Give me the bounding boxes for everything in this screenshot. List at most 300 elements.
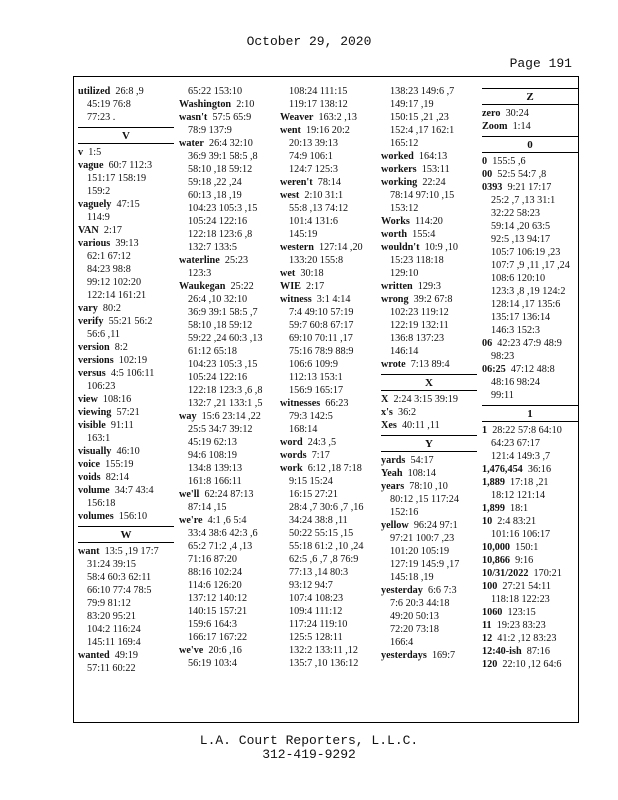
index-entry xyxy=(381,649,477,662)
index-entry-continuation: 71:16 87:20 xyxy=(188,554,237,565)
index-entry-continuation: 20:13 39:13 xyxy=(289,138,338,149)
index-entry-continuation: 145:19 xyxy=(289,229,318,240)
index-entry-continuation: 166:17 167:22 xyxy=(188,632,248,643)
index-entry-continuation: 129:10 xyxy=(390,268,419,279)
index-entry-continuation: 114:6 126:20 xyxy=(188,580,242,591)
index-entry-continuation: 97:21 100:7 ,23 xyxy=(390,533,455,544)
page-line-refs: 25:22 xyxy=(230,281,254,292)
index-entry-continuation: 109:4 111:12 xyxy=(289,606,343,617)
index-term: 06:25 xyxy=(482,364,506,375)
index-column-5 xyxy=(482,85,578,671)
index-entry-continuation: 117:24 119:10 xyxy=(289,619,348,630)
index-entry xyxy=(381,228,477,241)
index-entry xyxy=(280,124,376,137)
index-term: yards xyxy=(381,455,406,466)
index-entry-continuation: 31:24 39:15 xyxy=(87,559,136,570)
section-header xyxy=(381,374,477,391)
page-line-refs: 13:5 ,19 17:7 xyxy=(104,546,159,557)
index-entry xyxy=(78,237,174,250)
page-line-refs: 108:16 xyxy=(102,394,132,405)
index-entry-continuation: 122:19 132:11 xyxy=(390,320,449,331)
index-entry xyxy=(381,293,477,306)
page-line-refs: 114:20 xyxy=(414,216,443,227)
page-line-refs: 9:21 17:17 xyxy=(507,182,552,193)
index-entry-continuation: 94:6 108:19 xyxy=(188,450,237,461)
index-term: 1,476,454 xyxy=(482,464,523,475)
index-term: 120 xyxy=(482,659,498,670)
page-line-refs: 55:21 56:2 xyxy=(108,316,153,327)
page-line-refs: 40:11 ,11 xyxy=(401,420,440,431)
index-term: years xyxy=(381,481,405,492)
index-entry-continuation: 112:13 153:1 xyxy=(289,372,343,383)
index-entry xyxy=(179,254,275,267)
index-entry-continuation: 57:11 60:22 xyxy=(87,663,136,674)
index-entry-continuation: 121:4 149:3 ,7 xyxy=(491,451,551,462)
section-letter: W xyxy=(78,528,174,543)
index-entry-continuation: 59:14 ,20 63:5 xyxy=(491,221,551,232)
page-line-refs: 52:5 54:7 ,8 xyxy=(497,169,547,180)
page-line-refs: 4:5 106:11 xyxy=(110,368,155,379)
index-entry-continuation: 101:20 105:19 xyxy=(390,546,450,557)
index-entry-continuation: 28:4 ,7 30:6 ,7 ,16 xyxy=(289,502,364,513)
index-entry xyxy=(482,502,578,515)
page-line-refs: 42:23 47:9 48:9 xyxy=(497,338,562,349)
page-line-refs: 1:14 xyxy=(512,121,531,132)
index-entry xyxy=(179,644,275,657)
index-entry-continuation: 59:7 60:8 67:17 xyxy=(289,320,354,331)
page-line-refs: 39:2 67:8 xyxy=(413,294,453,305)
index-entry xyxy=(78,341,174,354)
index-term: wanted xyxy=(78,650,110,661)
page-line-refs: 80:2 xyxy=(102,303,122,314)
page-number: Page 191 xyxy=(509,56,572,71)
index-entry-continuation: 99:12 102:20 xyxy=(87,277,142,288)
index-term: utilized xyxy=(78,86,111,97)
index-term: v xyxy=(78,147,84,158)
index-term: we're xyxy=(179,515,203,526)
index-term: voids xyxy=(78,472,101,483)
index-entry-continuation: 80:12 ,15 117:24 xyxy=(390,494,459,505)
index-entry xyxy=(381,467,477,480)
section-letter: 1 xyxy=(482,407,578,422)
index-entry xyxy=(78,510,174,523)
index-entry-continuation: 132:7 ,21 133:1 ,5 xyxy=(188,398,263,409)
index-entry-continuation: 66:10 77:4 78:5 xyxy=(87,585,152,596)
page-line-refs: 19:23 83:23 xyxy=(496,620,546,631)
index-term: 00 xyxy=(482,169,493,180)
index-term: viewing xyxy=(78,407,112,418)
index-entry-continuation: 108:6 120:10 xyxy=(491,273,546,284)
page-line-refs: 27:21 54:11 xyxy=(502,581,551,592)
index-term: visible xyxy=(78,420,106,431)
index-term: view xyxy=(78,394,98,405)
index-entry-continuation: 156:9 165:17 xyxy=(289,385,344,396)
page-line-refs: 102:19 xyxy=(118,355,148,366)
index-term: 06 xyxy=(482,338,493,349)
index-entry-continuation: 98:23 xyxy=(491,351,515,362)
index-entry xyxy=(482,463,578,476)
reporter-phone: 312-419-9292 xyxy=(262,747,356,762)
index-entry-continuation: 93:12 94:7 xyxy=(289,580,333,591)
index-term: Zoom xyxy=(482,121,508,132)
page-line-refs: 49:19 xyxy=(114,650,139,661)
index-entry-continuation: 77:13 ,14 80:3 xyxy=(289,567,349,578)
index-entry-continuation: 159:6 164:3 xyxy=(188,619,237,630)
page-line-refs: 6:12 ,18 7:18 xyxy=(307,463,362,474)
index-entry xyxy=(381,454,477,467)
index-entry-continuation: 65:22 153:10 xyxy=(188,86,243,97)
index-entry-continuation: 58:4 60:3 62:11 xyxy=(87,572,152,583)
page-line-refs: 6:6 7:3 xyxy=(427,585,457,596)
index-entry xyxy=(280,462,376,475)
index-entry-continuation: 104:23 105:3 ,15 xyxy=(188,203,258,214)
index-entry xyxy=(280,241,376,254)
index-entry xyxy=(381,150,477,163)
index-entry xyxy=(78,419,174,432)
index-term: weren't xyxy=(280,177,313,188)
index-entry-continuation: 18:12 121:14 xyxy=(491,490,546,501)
page-line-refs: 156:10 xyxy=(118,511,148,522)
page-line-refs: 2:10 xyxy=(236,99,255,110)
index-term: witness xyxy=(280,294,312,305)
index-term: 11 xyxy=(482,620,492,631)
index-entry-continuation: 16:15 27:21 xyxy=(289,489,338,500)
index-term: wrote xyxy=(381,359,406,370)
section-header xyxy=(78,127,174,144)
index-entry xyxy=(179,488,275,501)
index-entry-continuation: 124:7 125:3 xyxy=(289,164,338,175)
index-term: water xyxy=(179,138,204,149)
page-line-refs: 34:7 43:4 xyxy=(114,485,154,496)
page-line-refs: 47:15 xyxy=(116,199,140,210)
page-line-refs: 155:19 xyxy=(105,459,134,470)
index-term: volumes xyxy=(78,511,114,522)
page-line-refs: 54:17 xyxy=(410,455,434,466)
index-entry xyxy=(78,471,174,484)
page-line-refs: 15:6 23:14 ,22 xyxy=(201,411,261,422)
index-entry-continuation: 146:3 152:3 xyxy=(491,325,540,336)
index-entry-continuation: 136:8 137:23 xyxy=(390,333,445,344)
section-header xyxy=(482,88,578,105)
index-column-4 xyxy=(381,85,477,662)
page-line-refs: 155:4 xyxy=(412,229,436,240)
page-line-refs: 47:12 48:8 xyxy=(510,364,555,375)
index-entry-continuation: 64:23 67:17 xyxy=(491,438,540,449)
index-entry xyxy=(381,215,477,228)
index-entry xyxy=(280,293,376,306)
index-term: versus xyxy=(78,368,106,379)
section-letter: 0 xyxy=(482,138,578,153)
index-entry-continuation: 145:11 169:4 xyxy=(87,637,141,648)
page-line-refs: 36:16 xyxy=(527,464,552,475)
page-line-refs: 22:10 ,12 64:6 xyxy=(502,659,562,670)
section-letter: Y xyxy=(381,437,477,452)
index-term: words xyxy=(280,450,307,461)
index-column-2 xyxy=(179,85,275,670)
index-term: waterline xyxy=(179,255,220,266)
index-entry xyxy=(482,120,578,133)
index-entry xyxy=(482,541,578,554)
index-term: Yeah xyxy=(381,468,403,479)
index-entry xyxy=(482,632,578,645)
page-line-refs: 123:15 xyxy=(507,607,536,618)
index-term: 1 xyxy=(482,425,488,436)
index-entry xyxy=(381,480,477,493)
index-entry-continuation: 15:23 118:18 xyxy=(390,255,444,266)
index-entry-continuation: 159:2 xyxy=(87,186,111,197)
index-term: vaguely xyxy=(78,199,112,210)
index-term: we've xyxy=(179,645,204,656)
index-entry-continuation: 50:22 55:15 ,15 xyxy=(289,528,354,539)
index-term: want xyxy=(78,546,100,557)
index-entry xyxy=(482,658,578,671)
index-entry xyxy=(381,358,477,371)
index-entry-continuation: 135:17 136:14 xyxy=(491,312,551,323)
index-entry-continuation: 45:19 76:8 xyxy=(87,99,131,110)
index-entry-continuation: 65:2 71:2 ,4 ,13 xyxy=(188,541,253,552)
page-line-refs: 155:5 ,6 xyxy=(492,156,526,167)
page-line-refs: 78:14 xyxy=(317,177,341,188)
index-column-3 xyxy=(280,85,376,670)
index-entry-continuation: 49:20 50:13 xyxy=(390,611,439,622)
index-entry-continuation: 105:24 122:16 xyxy=(188,372,248,383)
page-line-refs: 129:3 xyxy=(417,281,441,292)
index-term: vary xyxy=(78,303,98,314)
index-entry-continuation: 122:18 123:3 ,6 ,8 xyxy=(188,385,263,396)
index-entry-continuation: 101:16 106:17 xyxy=(491,529,551,540)
index-entry-continuation: 106:6 109:9 xyxy=(289,359,338,370)
index-entry-continuation: 55:18 61:2 ,10 ,24 xyxy=(289,541,364,552)
index-entry-continuation: 105:24 122:16 xyxy=(188,216,248,227)
page-line-refs: 2:4 83:21 xyxy=(497,516,537,527)
page-line-refs: 26:8 ,9 xyxy=(115,86,144,97)
index-term: 12:40-ish xyxy=(482,646,522,657)
index-entry-continuation: 79:3 142:5 xyxy=(289,411,333,422)
transcript-date: October 29, 2020 xyxy=(246,34,372,49)
index-entry-continuation: 146:14 xyxy=(390,346,419,357)
index-entry-continuation: 83:20 95:21 xyxy=(87,611,136,622)
index-entry-continuation: 62:5 ,6 ,7 ,8 76:9 xyxy=(289,554,359,565)
index-entry-continuation: 34:24 38:8 ,11 xyxy=(289,515,348,526)
index-entry xyxy=(381,584,477,597)
index-entry-continuation: 168:14 xyxy=(289,424,318,435)
page-line-refs: 4:1 ,6 5:4 xyxy=(207,515,247,526)
index-entry-continuation: 132:2 133:11 ,12 xyxy=(289,645,358,656)
index-term: worth xyxy=(381,229,408,240)
index-column-1 xyxy=(78,85,174,675)
index-entry xyxy=(78,393,174,406)
page-line-refs: 66:23 xyxy=(325,398,349,409)
section-header xyxy=(381,435,477,452)
page-line-refs: 127:14 ,20 xyxy=(319,242,363,253)
index-entry-continuation: 163:1 xyxy=(87,433,111,444)
index-entry-continuation: 48:16 98:24 xyxy=(491,377,540,388)
index-entry xyxy=(280,280,376,293)
index-entry xyxy=(482,554,578,567)
index-entry xyxy=(78,484,174,497)
index-term: X xyxy=(381,394,389,405)
page-line-refs: 2:24 3:15 39:19 xyxy=(393,394,458,405)
index-entry-continuation: 165:12 xyxy=(390,138,419,149)
index-entry-continuation: 102:23 119:12 xyxy=(390,307,449,318)
index-term: version xyxy=(78,342,110,353)
index-entry-continuation: 122:18 123:6 ,8 xyxy=(188,229,253,240)
index-entry-continuation: 137:12 140:12 xyxy=(188,593,248,604)
index-entry xyxy=(482,515,578,528)
page-line-refs: 108:14 xyxy=(407,468,436,479)
index-term: 10/31/2022 xyxy=(482,568,529,579)
page-line-refs: 96:24 97:1 xyxy=(413,520,458,531)
index-entry xyxy=(78,224,174,237)
index-entry-continuation: 25:5 34:7 39:12 xyxy=(188,424,253,435)
index-entry xyxy=(280,449,376,462)
index-entry-continuation: 123:3 xyxy=(188,268,212,279)
index-term: 1,889 xyxy=(482,477,505,488)
index-entry xyxy=(78,315,174,328)
page-line-refs: 36:2 xyxy=(397,407,417,418)
index-entry xyxy=(280,267,376,280)
index-entry-continuation: 152:4 ,17 162:1 xyxy=(390,125,455,136)
index-entry xyxy=(179,514,275,527)
index-term: western xyxy=(280,242,314,253)
section-letter: X xyxy=(381,376,477,391)
index-term: visually xyxy=(78,446,112,457)
index-term: yesterday xyxy=(381,585,423,596)
index-entry xyxy=(78,367,174,380)
index-term: 1,899 xyxy=(482,503,505,514)
page-line-refs: 57:21 xyxy=(116,407,140,418)
index-entry xyxy=(179,410,275,423)
index-term: x's xyxy=(381,407,393,418)
page-line-refs: 164:13 xyxy=(418,151,448,162)
index-term: WIE xyxy=(280,281,301,292)
page-line-refs: 10:9 ,10 xyxy=(424,242,459,253)
index-term: 10 xyxy=(482,516,493,527)
section-header xyxy=(482,136,578,153)
index-term: 0 xyxy=(482,156,488,167)
word-index-frame xyxy=(73,76,579,723)
index-entry xyxy=(179,111,275,124)
index-term: west xyxy=(280,190,300,201)
index-term: 100 xyxy=(482,581,498,592)
index-term: worked xyxy=(381,151,414,162)
index-entry-continuation: 78:14 97:10 ,15 xyxy=(390,190,455,201)
index-entry-continuation: 156:18 xyxy=(87,498,116,509)
page-line-refs: 2:10 31:1 xyxy=(304,190,344,201)
index-entry xyxy=(381,393,477,406)
index-entry xyxy=(78,354,174,367)
page-line-refs: 20:6 ,16 xyxy=(208,645,242,656)
index-entry xyxy=(78,649,174,662)
index-entry xyxy=(482,580,578,593)
index-entry-continuation: 45:19 62:13 xyxy=(188,437,237,448)
index-entry-continuation: 145:18 ,19 xyxy=(390,572,434,583)
index-entry xyxy=(482,168,578,181)
index-entry xyxy=(482,424,578,437)
index-term: wrong xyxy=(381,294,409,305)
index-term: Weaver xyxy=(280,112,314,123)
index-term: work xyxy=(280,463,303,474)
page-line-refs: 78:10 ,10 xyxy=(409,481,448,492)
index-entry-continuation: 56:6 ,11 xyxy=(87,329,121,340)
page-line-refs: 41:2 ,12 83:23 xyxy=(497,633,557,644)
index-entry-continuation: 9:15 15:24 xyxy=(289,476,333,487)
page-line-refs: 3:1 4:14 xyxy=(316,294,351,305)
index-entry xyxy=(280,176,376,189)
section-letter: V xyxy=(78,129,174,144)
page-line-refs: 150:1 xyxy=(515,542,539,553)
index-term: vague xyxy=(78,160,104,171)
index-entry-continuation: 128:14 ,17 135:6 xyxy=(491,299,561,310)
index-entry xyxy=(280,436,376,449)
index-entry-continuation: 61:12 65:18 xyxy=(188,346,237,357)
index-entry xyxy=(381,419,477,432)
index-entry-continuation: 78:9 137:9 xyxy=(188,125,232,136)
index-entry xyxy=(482,645,578,658)
index-term: 0393 xyxy=(482,182,503,193)
index-entry-continuation: 132:7 133:5 xyxy=(188,242,237,253)
index-entry-continuation: 87:14 ,15 xyxy=(188,502,227,513)
index-term: various xyxy=(78,238,111,249)
index-entry-continuation: 118:18 122:23 xyxy=(491,594,550,605)
index-entry-continuation: 107:7 ,9 ,11 ,17 ,24 xyxy=(491,260,570,271)
index-entry-continuation: 149:17 ,19 xyxy=(390,99,434,110)
index-entry-continuation: 55:8 ,13 74:12 xyxy=(289,203,349,214)
index-entry xyxy=(482,619,578,632)
index-entry-continuation: 79:9 81:12 xyxy=(87,598,131,609)
section-header xyxy=(78,526,174,543)
index-entry-continuation: 72:20 73:18 xyxy=(390,624,439,635)
index-entry xyxy=(482,606,578,619)
index-entry-continuation: 104:2 116:24 xyxy=(87,624,141,635)
index-entry-continuation: 7:6 20:3 44:18 xyxy=(390,598,450,609)
page-line-refs: 57:5 65:9 xyxy=(212,112,252,123)
index-term: witnesses xyxy=(280,398,321,409)
index-entry-continuation: 134:8 139:13 xyxy=(188,463,243,474)
index-term: zero xyxy=(482,108,501,119)
index-term: 10,000 xyxy=(482,542,511,553)
section-letter: Z xyxy=(482,90,578,105)
page-line-refs: 62:24 87:13 xyxy=(204,489,254,500)
index-term: yesterdays xyxy=(381,650,427,661)
index-entry xyxy=(78,198,174,211)
index-term: verify xyxy=(78,316,104,327)
index-term: VAN xyxy=(78,225,99,236)
index-term: voice xyxy=(78,459,101,470)
index-entry-continuation: 77:23 . xyxy=(87,112,116,123)
index-term: 12 xyxy=(482,633,493,644)
page-line-refs: 2:17 xyxy=(306,281,325,292)
index-entry-continuation: 140:15 157:21 xyxy=(188,606,248,617)
index-entry xyxy=(78,445,174,458)
index-entry xyxy=(78,302,174,315)
index-entry-continuation: 138:23 149:6 ,7 xyxy=(390,86,455,97)
index-entry xyxy=(482,155,578,168)
index-entry-continuation: 84:23 98:8 xyxy=(87,264,131,275)
page-line-refs: 60:7 112:3 xyxy=(108,160,153,171)
index-entry-continuation: 60:13 ,18 ,19 xyxy=(188,190,242,201)
index-entry-continuation: 153:12 xyxy=(390,203,419,214)
index-entry xyxy=(78,159,174,172)
index-term: way xyxy=(179,411,197,422)
index-entry-continuation: 101:4 131:6 xyxy=(289,216,338,227)
index-entry-continuation: 7:4 49:10 57:19 xyxy=(289,307,354,318)
index-term: Xes xyxy=(381,420,397,431)
index-entry xyxy=(482,337,578,350)
page-line-refs: 87:16 xyxy=(526,646,550,657)
index-entry-continuation: 123:3 ,8 ,19 124:2 xyxy=(491,286,566,297)
page-line-refs: 7:17 xyxy=(311,450,330,461)
